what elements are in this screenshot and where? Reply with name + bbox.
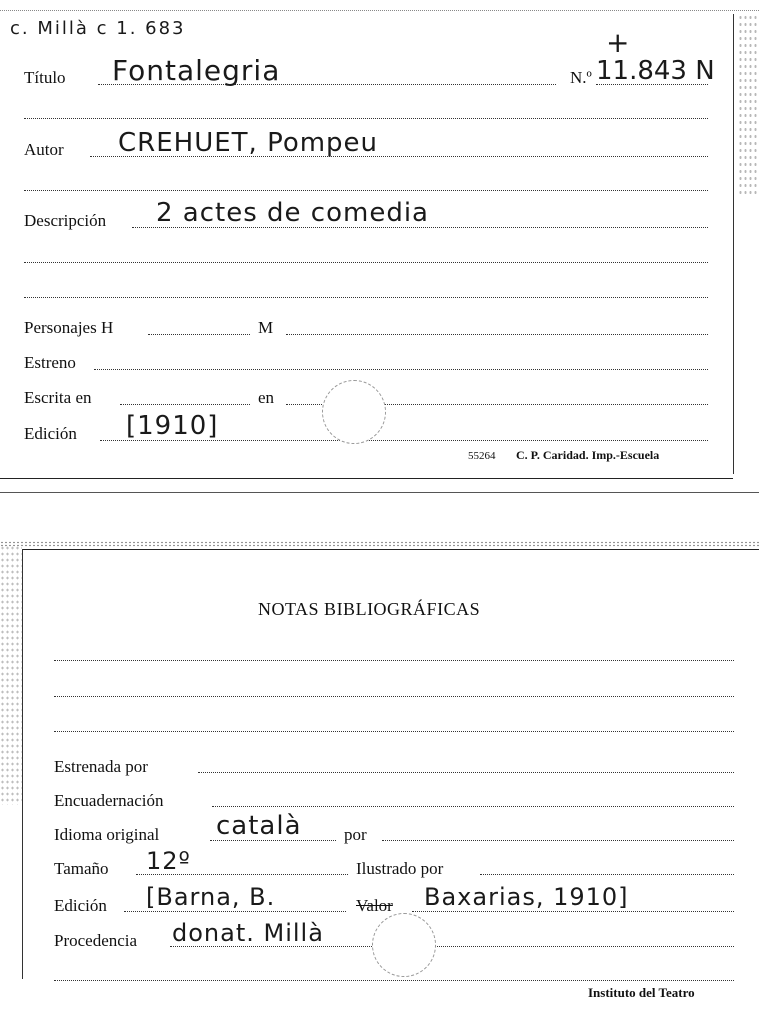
escrita-label: Escrita en	[24, 388, 92, 407]
personajes-label: Personajes H	[24, 318, 114, 337]
descripcion-value: 2 actes de comedia	[156, 198, 429, 228]
estrenada-label: Estrenada por	[54, 757, 148, 776]
notas-dots-2	[54, 696, 734, 697]
scan-noise-left	[0, 545, 22, 805]
escrita-dots	[120, 404, 250, 405]
personajes-m-dots	[286, 334, 708, 335]
procedencia-value: donat. Millà	[172, 919, 324, 947]
procedencia-label: Procedencia	[54, 931, 138, 950]
notas-dots-bottom	[54, 980, 734, 981]
autor-value: CREHUET, Pompeu	[118, 128, 379, 158]
idioma-por-label: por	[344, 825, 367, 844]
numero-label: N.º	[570, 68, 592, 87]
card2-top-edge	[0, 541, 759, 547]
autor-dots-2	[24, 190, 708, 191]
estreno-label: Estreno	[24, 353, 76, 372]
catalog-card-bottom	[0, 495, 759, 1028]
personajes-h-dots	[148, 334, 250, 335]
notas-heading: NOTAS BIBLIOGRÁFICAS	[258, 599, 481, 619]
edicion2-dots	[124, 911, 346, 912]
punch-hole-2	[372, 913, 436, 977]
card2-top-border	[22, 549, 759, 550]
encuadernacion-label: Encuadernación	[54, 791, 164, 810]
idioma-value: català	[216, 811, 302, 841]
edicion2-dots-b	[412, 911, 734, 912]
ilustrado-label: Ilustrado por	[356, 859, 444, 878]
tamano-value: 12º	[146, 847, 191, 875]
call-number: c. Millà c 1. 683	[10, 18, 186, 39]
encuadernacion-dots	[212, 806, 734, 807]
card2-left-border	[22, 549, 23, 979]
descripcion-label: Descripción	[24, 211, 107, 230]
scan-noise	[738, 14, 758, 194]
edicion-value: [1910]	[126, 411, 219, 441]
card1-top-edge	[0, 10, 759, 11]
notas-dots-3	[54, 731, 734, 732]
estrenada-dots	[198, 772, 734, 773]
valor-label: Valor	[356, 896, 393, 915]
edicion-label: Edición	[24, 424, 77, 443]
edicion2-value-b: Baxarias, 1910]	[424, 883, 629, 911]
printer-code: 55264	[468, 450, 496, 462]
escrita-en-label: en	[258, 388, 275, 407]
notas-dots-1	[54, 660, 734, 661]
edicion2-label: Edición	[54, 896, 107, 915]
card1-right-border	[733, 14, 734, 474]
catalog-card-top	[0, 0, 759, 495]
idioma-por-dots	[382, 840, 734, 841]
tamano-label: Tamaño	[54, 859, 109, 878]
numero-value: 11.843 N	[596, 56, 715, 86]
descripcion-dots-3	[24, 297, 708, 298]
institution-footer: Instituto del Teatro	[588, 985, 695, 1000]
punch-hole	[322, 380, 386, 444]
autor-label: Autor	[24, 140, 64, 159]
titulo-label: Título	[24, 68, 66, 87]
titulo-value: Fontalegria	[112, 54, 281, 87]
printer-name: C. P. Caridad. Imp.-Escuela	[516, 448, 660, 462]
edicion2-value-a: [Barna, B.	[146, 883, 276, 911]
titulo-dots-2	[24, 118, 708, 119]
idioma-label: Idioma original	[54, 825, 160, 844]
ilustrado-dots	[480, 874, 734, 875]
personajes-m-label: M	[258, 318, 274, 337]
descripcion-dots-2	[24, 262, 708, 263]
card1-bottom-border	[0, 478, 733, 479]
card-separator-line	[0, 492, 759, 493]
cross-mark: +	[606, 26, 631, 59]
estreno-dots	[94, 369, 708, 370]
